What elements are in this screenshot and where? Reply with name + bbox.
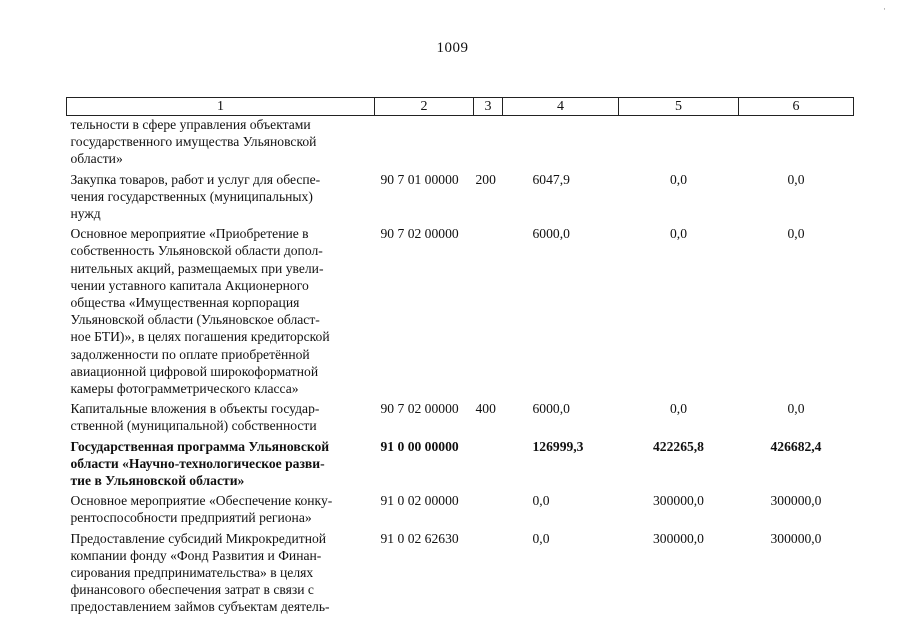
row-value-col6: 300000,0 <box>770 493 822 509</box>
row-value-col5: 300000,0 <box>653 493 704 509</box>
table-row <box>67 397 854 434</box>
description-line: Государственная программа Ульяновской <box>70 438 330 454</box>
description-line: Ульяновской области (Ульяновское област- <box>70 312 320 328</box>
row-value-col5: 0,0 <box>670 401 687 417</box>
table-row <box>67 435 854 490</box>
row-expense-type <box>474 489 503 526</box>
row-code: 90 7 01 00000 <box>380 171 459 187</box>
row-expense-type: 400 <box>475 401 496 417</box>
description-line: камеры фотограмметрического класса» <box>70 381 299 397</box>
row-value-col4: 6047,9 <box>532 171 570 187</box>
description-line: тие в Ульяновской области» <box>70 473 245 489</box>
table-body <box>67 116 854 616</box>
row-code: 91 0 02 62630 <box>380 530 459 546</box>
row-code: 91 0 02 00000 <box>380 493 459 509</box>
corner-mark: · <box>883 4 886 14</box>
row-value-col4: 126999,3 <box>532 438 584 454</box>
page-number: 1009 <box>436 40 469 56</box>
row-value-col4: 0,0 <box>532 493 550 509</box>
row-value-col6 <box>739 116 854 168</box>
header-col-3: 3 <box>474 98 503 116</box>
description-line: области» <box>70 151 123 167</box>
description-line: Основное мероприятие «Приобретение в <box>70 226 309 242</box>
description-line: ное БТИ)», в целях погашения кредиторской <box>70 329 330 345</box>
row-value-col5: 0,0 <box>670 226 687 242</box>
description-line: предоставлением займов субъектам деятель- <box>70 599 330 615</box>
header-col-2: 2 <box>375 98 474 116</box>
table-row <box>67 222 854 397</box>
description-line: государственного имущества Ульяновской <box>70 134 317 150</box>
table-header-row <box>67 98 854 116</box>
description-line: ственной (муниципальной) собственности <box>70 418 317 434</box>
row-expense-type <box>474 435 503 490</box>
row-expense-type <box>474 527 503 616</box>
description-line: компании фонду «Фонд Развития и Финан- <box>70 547 322 563</box>
description-line: сирования предпринимательства» в целях <box>70 565 314 581</box>
description-line: области «Научно-технологическое разви- <box>70 455 325 471</box>
description-line: рентоспособности предприятий региона» <box>70 510 312 526</box>
table-row <box>67 168 854 223</box>
description-line: Предоставление субсидий Микрокредитной <box>70 530 327 546</box>
row-expense-type <box>474 116 503 168</box>
table-row <box>67 116 854 168</box>
row-value-col6: 0,0 <box>787 226 805 242</box>
row-code: 91 0 00 00000 <box>380 438 459 454</box>
row-value-col6: 0,0 <box>787 171 805 187</box>
budget-table <box>66 97 854 616</box>
description-line: тельности в сфере управления объектами <box>70 117 311 132</box>
header-col-6: 6 <box>739 98 854 116</box>
row-value-col4: 6000,0 <box>532 401 570 417</box>
row-description <box>67 116 375 168</box>
header-col-1: 1 <box>67 98 375 116</box>
row-description <box>67 527 375 616</box>
row-code: 90 7 02 00000 <box>380 401 459 417</box>
row-code <box>375 116 474 168</box>
description-line: чения государственных (муниципальных) <box>70 188 313 204</box>
table-row <box>67 527 854 616</box>
description-line: чении уставного капитала Акционерного <box>70 277 309 293</box>
description-line: Капитальные вложения в объекты государ- <box>70 401 320 417</box>
row-value-col5: 300000,0 <box>653 530 704 546</box>
row-description <box>67 489 375 526</box>
row-description <box>67 397 375 434</box>
description-line: собственность Ульяновской области допол- <box>70 243 323 259</box>
row-value-col4: 0,0 <box>532 530 550 546</box>
row-value-col4 <box>503 116 619 168</box>
row-expense-type <box>474 222 503 397</box>
row-value-col6: 300000,0 <box>770 530 822 546</box>
header-col-4: 4 <box>503 98 619 116</box>
description-line: задолженности по оплате приобретённой <box>70 346 310 362</box>
row-description <box>67 435 375 490</box>
row-code: 90 7 02 00000 <box>380 226 459 242</box>
row-value-col5: 422265,8 <box>653 438 704 454</box>
row-value-col4: 6000,0 <box>532 226 570 242</box>
row-value-col6: 426682,4 <box>770 438 822 454</box>
row-expense-type: 200 <box>475 171 496 187</box>
row-description <box>67 222 375 397</box>
description-line: авиационной цифровой широкоформатной <box>70 363 319 379</box>
table-row <box>67 489 854 526</box>
row-value-col6: 0,0 <box>787 401 805 417</box>
description-line: нужд <box>70 206 101 222</box>
description-line: Основное мероприятие «Обеспечение конку- <box>70 493 333 509</box>
description-line: Закупка товаров, работ и услуг для обеспе- <box>70 171 321 187</box>
row-description <box>67 168 375 223</box>
description-line: финансового обеспечения затрат в связи с <box>70 582 314 598</box>
row-value-col5: 0,0 <box>670 171 687 187</box>
header-col-5: 5 <box>619 98 739 116</box>
description-line: общества «Имущественная корпорация <box>70 295 300 311</box>
description-line: нительных акций, размещаемых при увели- <box>70 260 324 276</box>
row-value-col5 <box>619 116 739 168</box>
